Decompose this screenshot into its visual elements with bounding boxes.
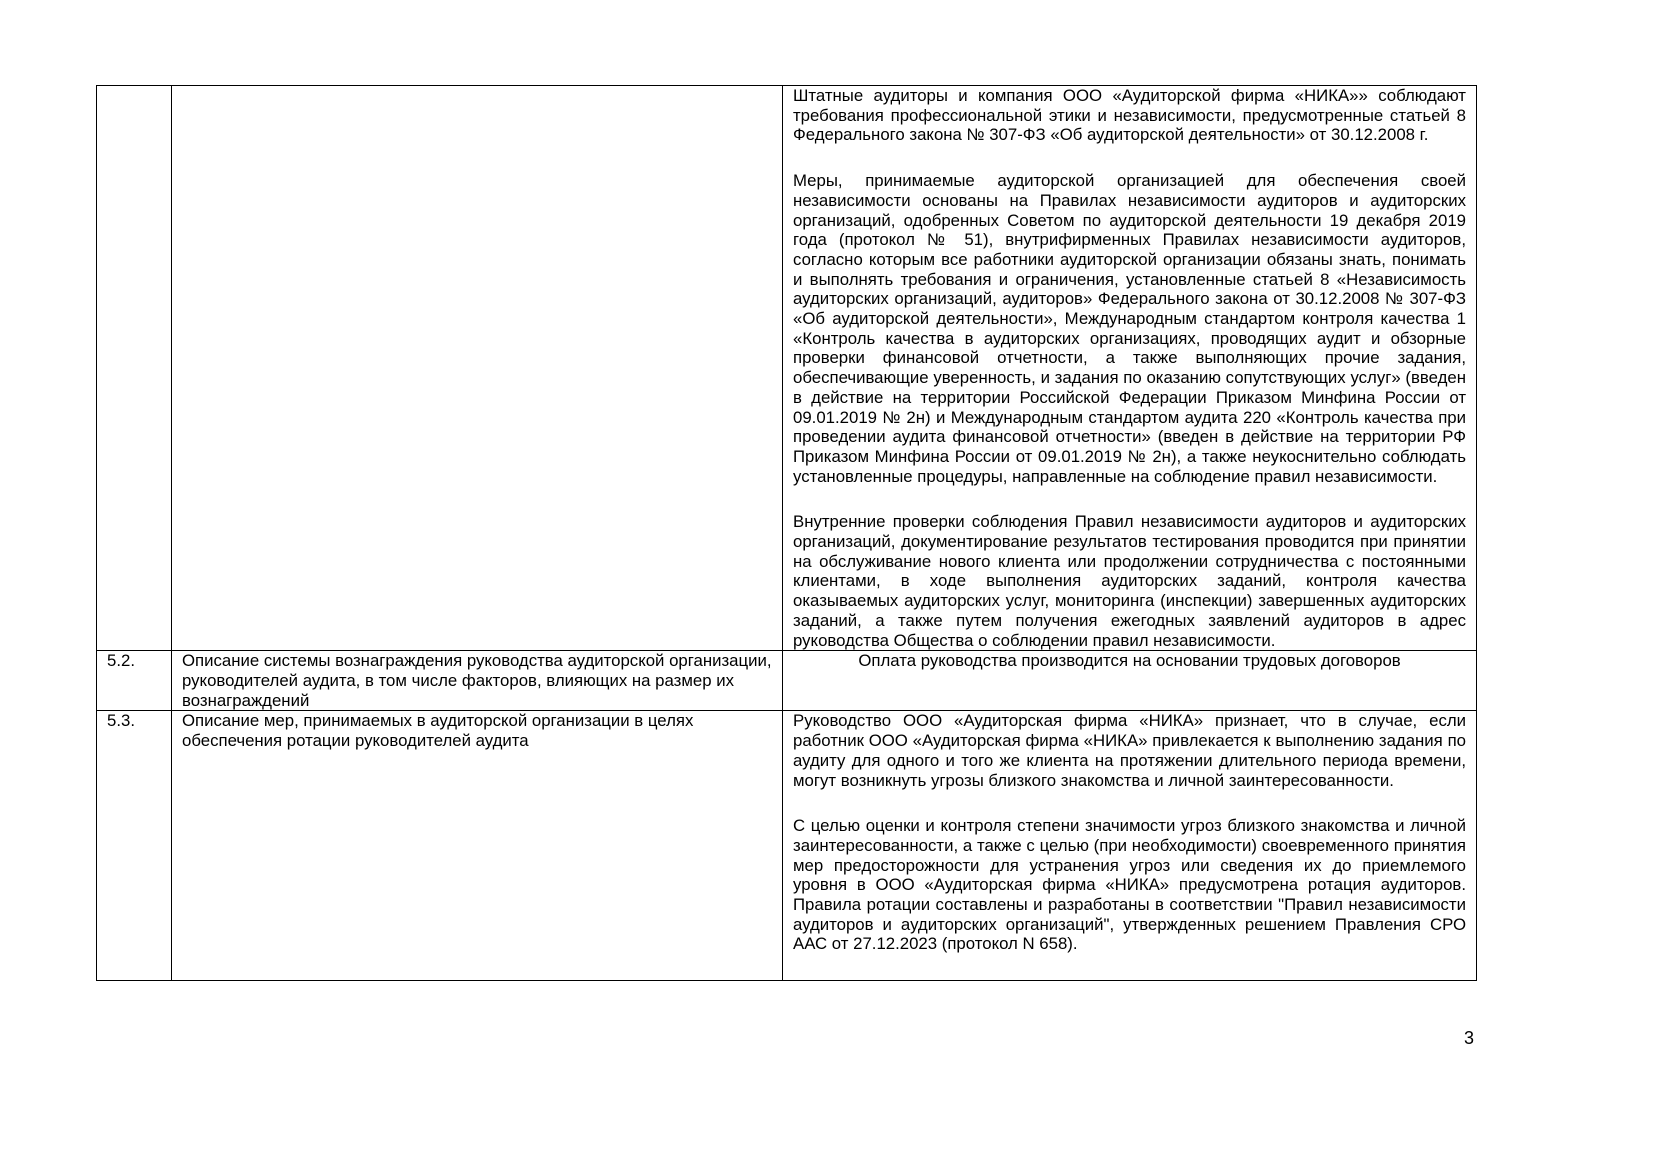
row-number: 5.2. — [97, 651, 172, 711]
paragraph: С целью оценки и контроля степени значимости угроз близкого знакомства и личной заинтересованности, а также с целью (при необходимости) своевременного принятия мер предосторожности для устранения угроз или сведения их до приемлемого уровня в ООО «Аудиторская фирма «НИКА» предусмотрена ротация аудиторов. Правила ротации составлены и разработаны в соответствии "Правил независимости аудиторов и аудиторских организаций", утвержденных решением Правления СРО ААС от 27.12.2023 (протокол N 658). — [793, 816, 1466, 954]
row-content — [783, 711, 1477, 981]
row-description: Описание мер, принимаемых в аудиторской организации в целях обеспечения ротации руководителей аудита — [172, 711, 783, 981]
paragraph: Руководство ООО «Аудиторская фирма «НИКА» признает, что в случае, если работник ООО «Аудиторская фирма «НИКА» привлекается к выполнению задания по аудиту для одного и того же клиента на протяжении длительного периода времени, могут возникнуть угрозы близкого знакомства и личной заинтересованности. — [793, 711, 1466, 790]
paragraph: Штатные аудиторы и компания ООО «Аудиторской фирма «НИКА»» соблюдают требования профессиональной этики и независимости, предусмотренные статьей 8 Федерального закона № 307-ФЗ «Об аудиторской деятельности» от 30.12.2008 г. — [793, 86, 1466, 145]
table-row — [97, 711, 1477, 981]
row-number: 5.3. — [97, 711, 172, 981]
row-number — [97, 86, 172, 651]
page-number: 3 — [1464, 1028, 1475, 1048]
row-content — [783, 86, 1477, 651]
table-row — [97, 651, 1477, 711]
document-table — [96, 85, 1477, 981]
table-row — [97, 86, 1477, 651]
paragraph: Оплата руководства производится на основании трудовых договоров — [858, 651, 1401, 671]
row-description — [172, 86, 783, 651]
row-description: Описание системы вознаграждения руководства аудиторской организации, руководителей аудита, в том числе факторов, влияющих на размер их вознаграждений — [172, 651, 783, 711]
row-content — [783, 651, 1477, 711]
paragraph: Внутренние проверки соблюдения Правил независимости аудиторов и аудиторских организаций, документирование результатов тестирования проводится при принятии на обслуживание нового клиента или продолжении сотрудничества с постоянными клиентами, в ходе выполнения аудиторских заданий, контроля качества оказываемых аудиторских услуг, мониторинга (инспекции) завершенных аудиторских заданий, а также путем получения ежегодных заявлений аудиторов в адрес руководства Общества о соблюдении правил независимости. — [793, 512, 1466, 650]
paragraph: Меры, принимаемые аудиторской организацией для обеспечения своей независимости основаны на Правилах независимости аудиторов и аудиторских организаций, одобренных Советом по аудиторской деятельности 19 декабря 2019 года (протокол № 51), внутрифирменных Правилах независимости аудиторов, согласно которым все работники аудиторской организации обязаны знать, понимать и выполнять требования и ограничения, установленные статьей 8 «Независимость аудиторских организаций, аудиторов» Федерального закона от 30.12.2008 № 307-ФЗ «Об аудиторской деятельности», Международным стандартом контроля качества 1 «Контроль качества в аудиторских организациях, проводящих аудит и обзорные проверки финансовой отчетности, а также выполняющих прочие задания, обеспечивающие уверенность, и задания по оказанию сопутствующих услуг» (введен в действие на территории Российской Федерации Приказом Минфина России от 09.01.2019 № 2н) и Международным стандартом аудита 220 «Контроль качества при проведении аудита финансовой отчетности» (введен в действие на территории РФ Приказом Минфина России от 09.01.2019 № 2н), а также неукоснительно соблюдать установленные процедуры, направленные на соблюдение правил независимости. — [793, 171, 1466, 486]
